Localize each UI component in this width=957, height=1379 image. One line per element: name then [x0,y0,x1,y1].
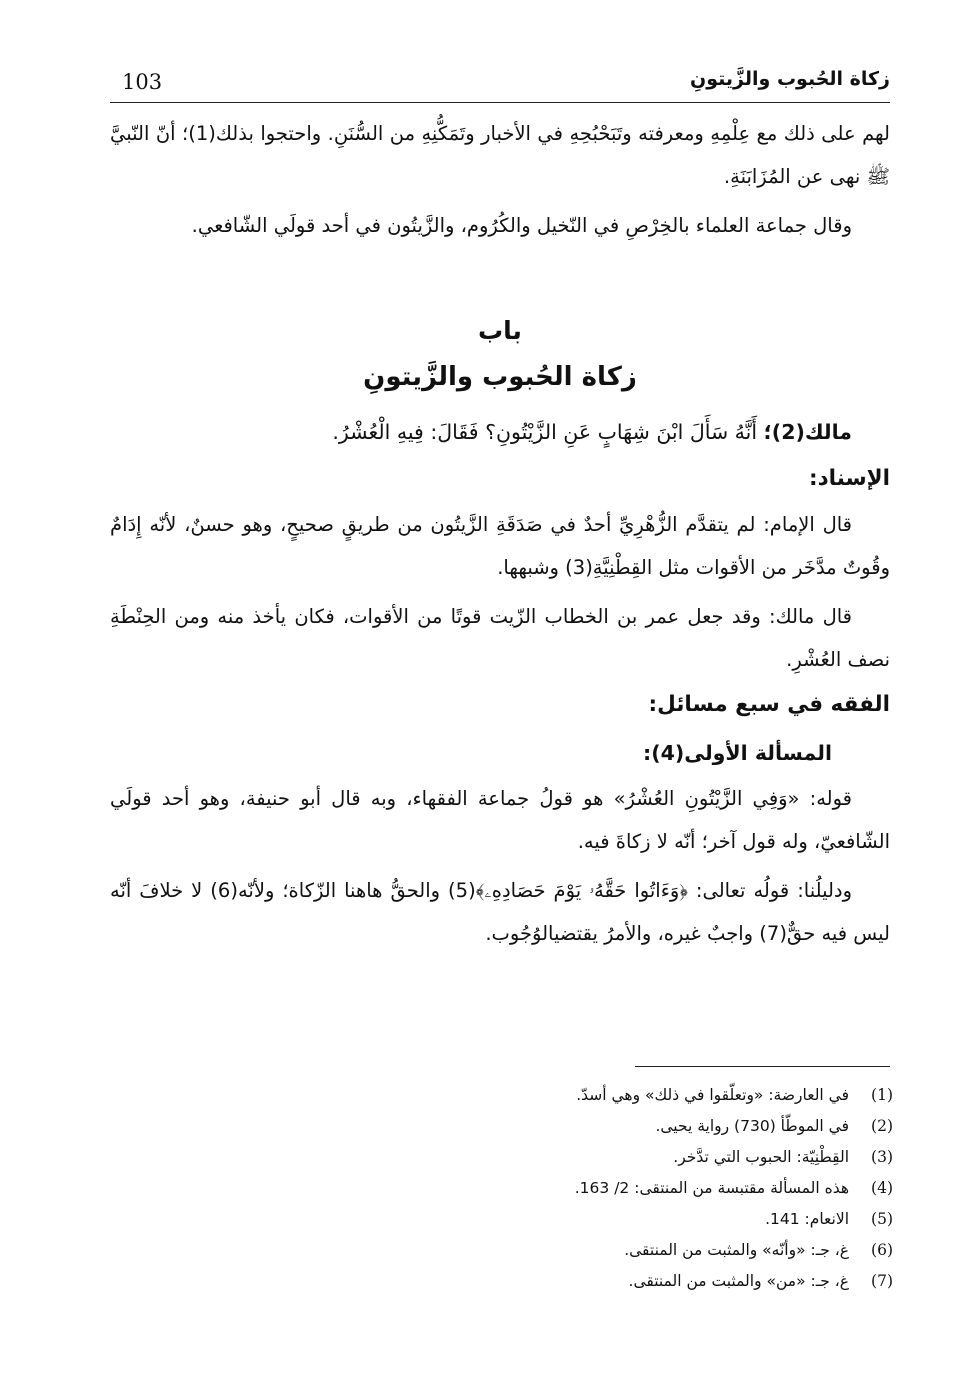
page-number: 103 [122,70,163,94]
footnote-item [193,1142,893,1173]
footnote-item [193,1204,893,1235]
chapter-heading [110,309,890,401]
footnote-number: (7) [871,1272,893,1290]
hadith-text [110,409,890,455]
masala-heading: المسألة الأولى(4): [643,741,832,765]
footnote-number: (2) [871,1117,893,1135]
paragraph-1: لهم على ذلك مع عِلْمِهِ ومعرفته وتَبَحْبُحِهِ في الأخبار وتَمَكُّنِهِ من السُّنَنِ. واحتجوا بذلك(1)؛ أنّ النّبيَّ ﷺ نهى عن المُزَابَنَةِ. [110,122,890,188]
chapter-label: باب [478,316,522,345]
footnote-item [193,1266,893,1297]
footnote-item [193,1111,893,1142]
hadith-matn: أَنَّهُ سَأَلَ ابْنَ شِهَابٍ عَنِ الزَّيْتُونِ؟ فَقَالَ: فِيهِ الْعُشْرُ. [332,420,758,444]
footnote-number: (4) [871,1179,893,1197]
footnotes-list [193,1080,893,1297]
footnote-text: هذه المسألة مقتبسة من المنتقى: 2/ 163. [574,1179,849,1197]
fiqh-heading: الفقه في سبع مسائل: [648,692,890,717]
page-header [110,62,890,103]
footnote-number: (1) [871,1086,893,1104]
footnote-divider [635,1066,890,1067]
footnote-number: (3) [871,1148,893,1166]
isnad-heading: الإسناد: [808,466,890,491]
footnote-text: غ، جـ: «وأنّه» والمثبت من المنتقى. [624,1241,849,1259]
paragraph-2: وقال جماعة العلماء بالخِرْصِ في النّخيل والكُرُوم، والزَّيتُون في أحد قولَي الشّافعي. [191,214,852,237]
footnote-item [193,1080,893,1111]
paragraph-6: ودليلُنا: قولُه تعالى: ﴿وَءَاتُوا حَقَّهُۥ يَوْمَ حَصَادِهِۦ﴾(5) والحقُّ هاهنا الزّكاة؛ ولأنّه(6) لا خلافَ أنّه ليس فيه حقٌّ(7) واجبٌ غيره، والأمرُ يقتضيالوُجُوب. [110,879,890,945]
footnote-text: الانعام: 141. [765,1210,849,1228]
main-text [110,112,890,955]
footnote-item [193,1235,893,1266]
paragraph-3: قال الإمام: لم يتقدَّم الزُّهْرِيِّ أحدٌ في صَدَقَةِ الزَّيتُون من طريقٍ صحيحٍ، وهو حسنٌ، لأنّه إِدَامٌ وقُوتٌ مدَّخَر من الأقوات مثل القِطْنِيَّةِ(3) وشبهها. [110,513,890,579]
footnote-text: في الموطّأ (730) رواية يحيى. [655,1117,849,1135]
footnote-number: (5) [871,1210,893,1228]
paragraph-5: قوله: «وَفِي الزَّيْتُونِ العُشْرُ» هو قولُ جماعة الفقهاء، وبه قال أبو حنيفة، وهو أحد قولَي الشّافعيّ، وله قول آخر؛ أنّه لا زكاةَ فيه. [110,787,890,853]
running-title: زكاة الحُبوب والزَّيتونِ [690,68,890,90]
paragraph-4: قال مالك: وقد جعل عمر بن الخطاب الزّيت قوتًا من الأقوات، فكان يأخذ منه ومن الحِنْطَةِ نصف العُشْرِ. [110,605,890,671]
chapter-title: زكاة الحُبوب والزَّيتونِ [363,362,637,392]
footnote-item [193,1173,893,1204]
footnote-text: القِطْنِيّة: الحبوب التي تدَّخر. [673,1148,849,1166]
footnote-text: في العارضة: «وتعلّقوا في ذلك» وهي أسدّ. [576,1086,849,1104]
hadith-narrator: مالك(2)؛ [763,420,852,444]
footnote-text: غ، جـ: «من» والمثبت من المنتقى. [628,1272,849,1290]
footnote-number: (6) [871,1241,893,1259]
